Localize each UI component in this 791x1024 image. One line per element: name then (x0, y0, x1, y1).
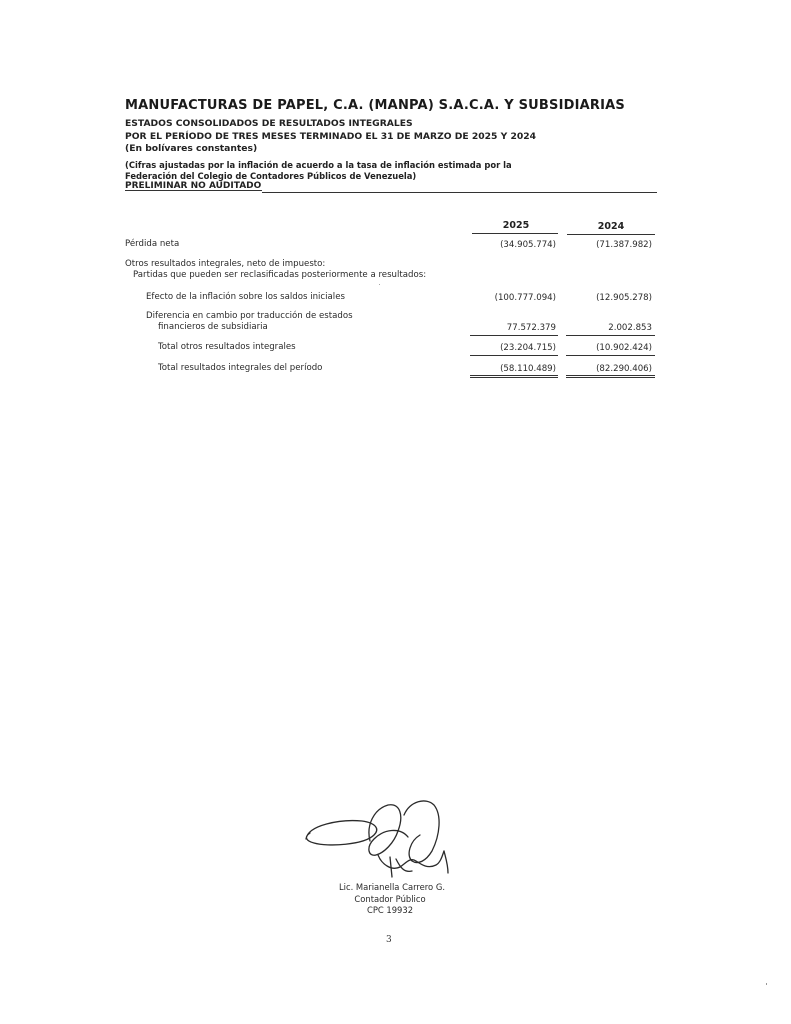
row-value-net-loss-2025: (34.905.774) (500, 240, 556, 250)
row-value-total-other-comprehensive-2025: (23.204.715) (500, 343, 556, 353)
signatory-name: Lic. Marianella Carrero G. (339, 882, 445, 892)
column-header-2024-underline (567, 234, 655, 235)
row-value-inflation-effect-2025: (100.777.094) (494, 293, 556, 303)
handwritten-signature (300, 795, 460, 885)
currency-note: (En bolívares constantes) (125, 143, 258, 154)
signatory-role: Contador Público (354, 894, 426, 904)
total-other-rule-2025 (470, 355, 558, 356)
row-label-total-comprehensive: Total resultados integrales del período (158, 363, 323, 373)
preliminary-underline (125, 190, 262, 191)
column-header-2024: 2024 (597, 221, 625, 232)
signatory-license: CPC 19932 (366, 905, 414, 915)
row-label-net-loss: Pérdida neta (125, 239, 180, 249)
row-label-reclassifiable-items: Partidas que pueden ser reclasificadas posteriormente a resultados: (133, 270, 427, 280)
signature-stroke (306, 821, 377, 845)
row-value-net-loss-2024: (71.387.982) (596, 240, 652, 250)
preliminary-label: PRELIMINAR NO AUDITADO (125, 181, 262, 191)
grand-total-rule-2025-b (470, 377, 558, 378)
row-value-total-other-comprehensive-2024: (10.902.424) (596, 343, 652, 353)
subtotal-rule-2025 (470, 335, 558, 336)
statement-title: ESTADOS CONSOLIDADOS DE RESULTADOS INTEGRALES (125, 118, 413, 129)
adjustment-note-line-2: Federación del Colegio de Contadores Públicos de Venezuela) (125, 171, 417, 181)
grand-total-rule-2025-a (470, 375, 558, 376)
scan-speck (379, 284, 380, 285)
signature-stroke (369, 805, 408, 855)
row-label-total-other-comprehensive: Total otros resultados integrales (158, 342, 296, 352)
scan-speck (766, 983, 767, 985)
header-divider (262, 192, 657, 193)
row-label-other-comprehensive: Otros resultados integrales, neto de impuesto: (125, 259, 326, 269)
subtotal-rule-2024 (566, 335, 655, 336)
row-value-inflation-effect-2024: (12.905.278) (596, 293, 652, 303)
column-header-2025-underline (472, 233, 558, 234)
row-value-total-comprehensive-2025: (58.110.489) (500, 364, 556, 374)
grand-total-rule-2024-b (566, 377, 655, 378)
row-value-exchange-difference-2025: 77.572.379 (506, 323, 556, 333)
page-number: 3 (386, 935, 392, 945)
row-label-subsidiary-statements: financieros de subsidiaria (158, 322, 268, 332)
total-other-rule-2024 (566, 355, 655, 356)
row-value-total-comprehensive-2024: (82.290.406) (596, 364, 652, 374)
row-label-inflation-effect: Efecto de la inflación sobre los saldos iniciales (146, 292, 345, 302)
signature-stroke (378, 851, 444, 868)
grand-total-rule-2024-a (566, 375, 655, 376)
row-label-exchange-difference: Diferencia en cambio por traducción de estados (146, 311, 353, 321)
signature-stroke (444, 851, 448, 873)
statement-period: POR EL PERÍODO DE TRES MESES TERMINADO EL 31 DE MARZO DE 2025 Y 2024 (125, 131, 537, 142)
signature-stroke (404, 801, 439, 863)
company-name: MANUFACTURAS DE PAPEL, C.A. (MANPA) S.A.C.A. Y SUBSIDIARIAS (125, 98, 625, 113)
column-header-2025: 2025 (502, 220, 530, 231)
row-value-exchange-difference-2024: 2.002.853 (608, 323, 652, 333)
adjustment-note-line-1: (Cifras ajustadas por la inflación de acuerdo a la tasa de inflación estimada por la (125, 160, 512, 170)
